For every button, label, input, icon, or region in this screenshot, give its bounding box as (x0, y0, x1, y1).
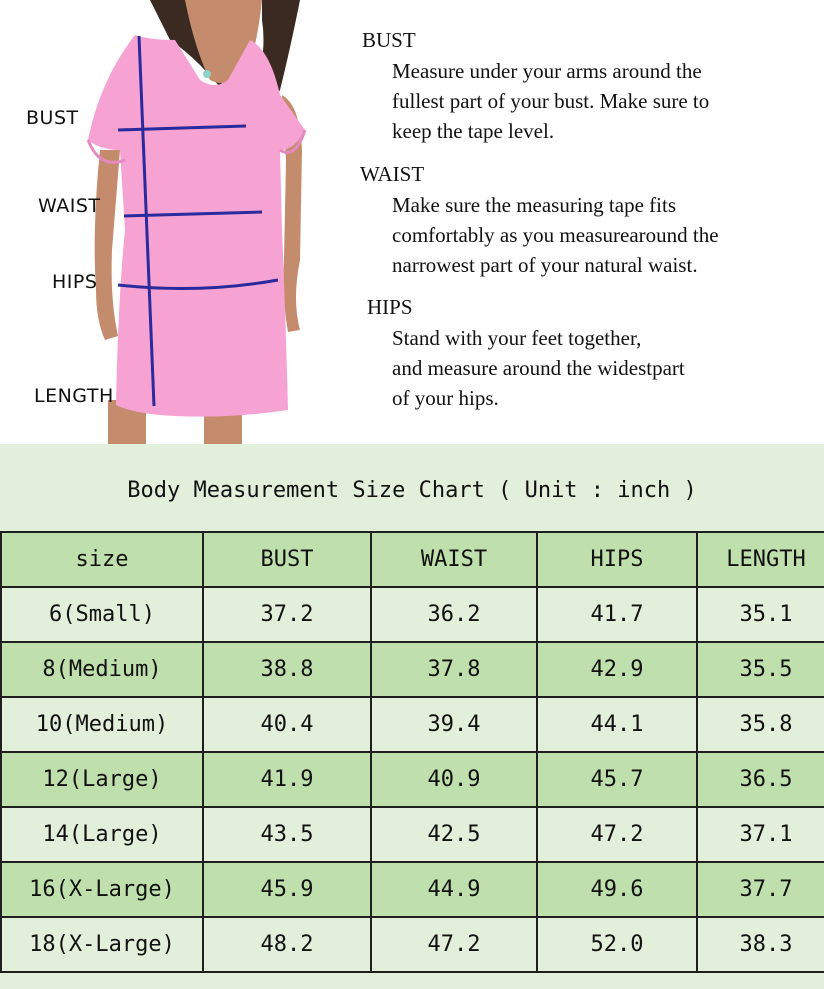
hips-heading: HIPS (367, 295, 413, 319)
header-hips: HIPS (537, 532, 697, 587)
size-chart-table (0, 531, 824, 973)
bust-description (362, 28, 709, 146)
bust-cell: 45.9 (203, 862, 371, 917)
size-cell: 18(X-Large) (1, 917, 203, 972)
hips-cell: 52.0 (537, 917, 697, 972)
bust-cell: 40.4 (203, 697, 371, 752)
waist-label: WAIST (38, 195, 101, 217)
hips-text (392, 323, 685, 413)
hips-line-1: Stand with your feet together, (392, 326, 642, 350)
header-size: size (1, 532, 203, 587)
table-row (1, 862, 824, 917)
hips-line-2: and measure around the widestpart (392, 356, 685, 380)
length-cell: 37.7 (697, 862, 824, 917)
size-chart-title: Body Measurement Size Chart ( Unit : inch ) (127, 478, 697, 503)
length-label: LENGTH (34, 385, 114, 407)
hips-cell: 47.2 (537, 807, 697, 862)
hips-description (367, 295, 685, 413)
bust-heading: BUST (362, 28, 416, 52)
header-length: LENGTH (697, 532, 824, 587)
table-row (1, 752, 824, 807)
dress-model-image (0, 0, 350, 444)
length-cell: 35.8 (697, 697, 824, 752)
waist-heading: WAIST (360, 162, 425, 186)
waist-line-1: Make sure the measuring tape fits (392, 193, 676, 217)
size-cell: 6(Small) (1, 587, 203, 642)
bust-line-1: Measure under your arms around the (392, 59, 702, 83)
bust-cell: 48.2 (203, 917, 371, 972)
size-cell: 12(Large) (1, 752, 203, 807)
size-cell: 16(X-Large) (1, 862, 203, 917)
table-row (1, 697, 824, 752)
bust-text (392, 56, 709, 146)
table-header-row (1, 532, 824, 587)
waist-cell: 42.5 (371, 807, 537, 862)
size-cell: 8(Medium) (1, 642, 203, 697)
table-row (1, 917, 824, 972)
hips-cell: 41.7 (537, 587, 697, 642)
waist-text (392, 190, 719, 280)
length-cell: 37.1 (697, 807, 824, 862)
length-cell: 36.5 (697, 752, 824, 807)
hips-line-3: of your hips. (392, 386, 499, 410)
waist-line-2: comfortably as you measurearound the (392, 223, 719, 247)
table-row (1, 587, 824, 642)
waist-cell: 40.9 (371, 752, 537, 807)
size-cell: 10(Medium) (1, 697, 203, 752)
header-waist: WAIST (371, 532, 537, 587)
dress-illustration (0, 0, 350, 444)
hips-cell: 49.6 (537, 862, 697, 917)
waist-description (360, 162, 719, 280)
header-bust: BUST (203, 532, 371, 587)
bust-label: BUST (26, 107, 79, 129)
bust-cell: 37.2 (203, 587, 371, 642)
waist-cell: 44.9 (371, 862, 537, 917)
table-row (1, 642, 824, 697)
bust-cell: 38.8 (203, 642, 371, 697)
length-cell: 35.5 (697, 642, 824, 697)
bust-cell: 41.9 (203, 752, 371, 807)
bust-line-3: keep the tape level. (392, 119, 555, 143)
waist-cell: 47.2 (371, 917, 537, 972)
size-cell: 14(Large) (1, 807, 203, 862)
waist-cell: 37.8 (371, 642, 537, 697)
bust-line-2: fullest part of your bust. Make sure to (392, 89, 710, 113)
length-cell: 38.3 (697, 917, 824, 972)
waist-cell: 39.4 (371, 697, 537, 752)
table-row (1, 807, 824, 862)
hips-cell: 42.9 (537, 642, 697, 697)
hips-label: HIPS (52, 271, 98, 293)
waist-line-3: narrowest part of your natural waist. (392, 253, 698, 277)
bust-cell: 43.5 (203, 807, 371, 862)
hips-cell: 45.7 (537, 752, 697, 807)
hips-cell: 44.1 (537, 697, 697, 752)
length-cell: 35.1 (697, 587, 824, 642)
waist-cell: 36.2 (371, 587, 537, 642)
